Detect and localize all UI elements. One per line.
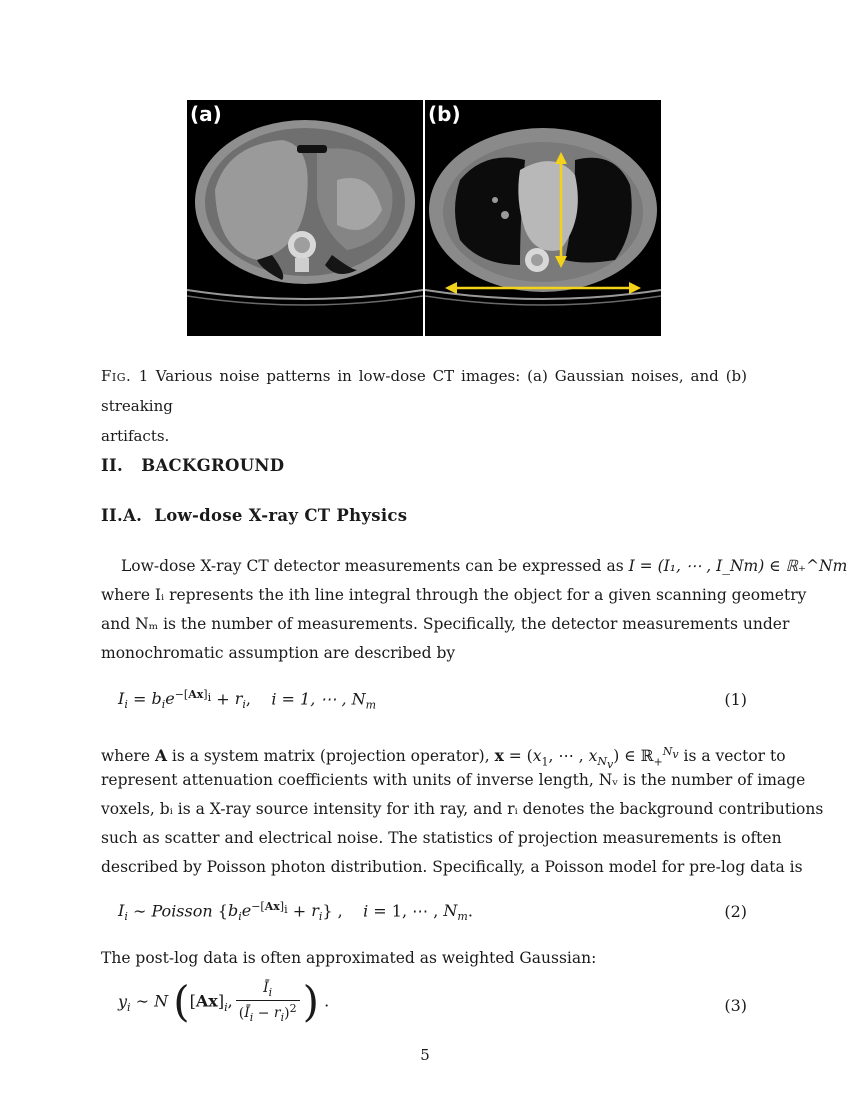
para2-line1-a: where bbox=[101, 747, 151, 766]
ct-image-b bbox=[425, 100, 661, 336]
para3: The post-log data is often approximated as weighted Gaussian: bbox=[101, 949, 597, 967]
ct-figure bbox=[187, 100, 661, 336]
equation-3: $y_i$ ∼ N ($[Ax]_i$, $\frac{Ī_i}{(Ī_i - r_i)^2}$ ) . bbox=[118, 977, 330, 1027]
ct-image-a bbox=[187, 100, 423, 336]
para2-line1-c: is a vector to bbox=[683, 747, 786, 766]
para1-line1 bbox=[121, 552, 848, 581]
eq1-range: i = 1, ⋯ , N bbox=[271, 689, 366, 709]
para2-line2: represent attenuation coefficients with units of inverse length, Nᵥ is the number of image bbox=[101, 771, 806, 789]
para1-line4: monochromatic assumption are described by bbox=[101, 644, 456, 662]
para2-line5: described by Poisson photon distribution. Specifically, a Poisson model for pre-log data is bbox=[101, 858, 803, 876]
caption-figure-label: Fig. 1 bbox=[101, 367, 149, 385]
ct-panel-b bbox=[425, 100, 661, 336]
para1-line1-text: Low-dose X-ray CT detector measurements can be expressed as bbox=[121, 557, 624, 575]
subsection-heading: II.A. Low-dose X-ray CT Physics bbox=[101, 506, 408, 525]
ct-panel-a bbox=[187, 100, 423, 336]
para2-line4: such as scatter and electrical noise. The statistics of projection measurements is often bbox=[101, 829, 782, 847]
panel-a-label: (a) bbox=[190, 102, 222, 126]
equation-3-number: (3) bbox=[724, 996, 747, 1015]
para2-line3: voxels, bᵢ is a X-ray source intensity for ith ray, and rᵢ denotes the background contributions bbox=[101, 800, 824, 818]
equation-1: $I_i = b_ie^{-[Ax]_i} + r_i$, i = 1, ⋯ , $N_m$ bbox=[118, 688, 377, 712]
caption-line-1: Various noise patterns in low-dose CT images: (a) Gaussian noises, and (b) streaking bbox=[101, 367, 747, 415]
para2-line1-b: is a system matrix (projection operator), bbox=[171, 747, 490, 766]
equation-1-number: (1) bbox=[724, 690, 747, 709]
para2-line1: where A is a system matrix (projection operator), $x = (x_1$, ⋯ , $x_{N_v}$) ∈ ℝ$_+^{N_v}$ is a vector to bbox=[101, 745, 786, 772]
equation-2: $I_i$ ∼ Poisson $\{b_ie^{-[Ax]_i} + r_i\}$ , i = 1, ⋯ , $N_m$. bbox=[118, 900, 473, 924]
para1-line3: and Nₘ is the number of measurements. Specifically, the detector measurements under bbox=[101, 615, 790, 633]
section-heading: II. BACKGROUND bbox=[101, 456, 285, 475]
page-number: 5 bbox=[420, 1046, 430, 1064]
caption-line-2: artifacts. bbox=[101, 427, 170, 445]
para1-line2: where Iᵢ represents the ith line integral through the object for a given scanning geometry bbox=[101, 586, 807, 604]
panel-b-label: (b) bbox=[428, 102, 461, 126]
figure-caption bbox=[101, 361, 747, 451]
equation-2-number: (2) bbox=[724, 902, 747, 921]
para1-line1-math: I = (I₁, ⋯ , I_Nm) ∈ ℝ₊^Nm bbox=[628, 557, 848, 575]
eq2-dist: Poisson bbox=[151, 901, 213, 921]
